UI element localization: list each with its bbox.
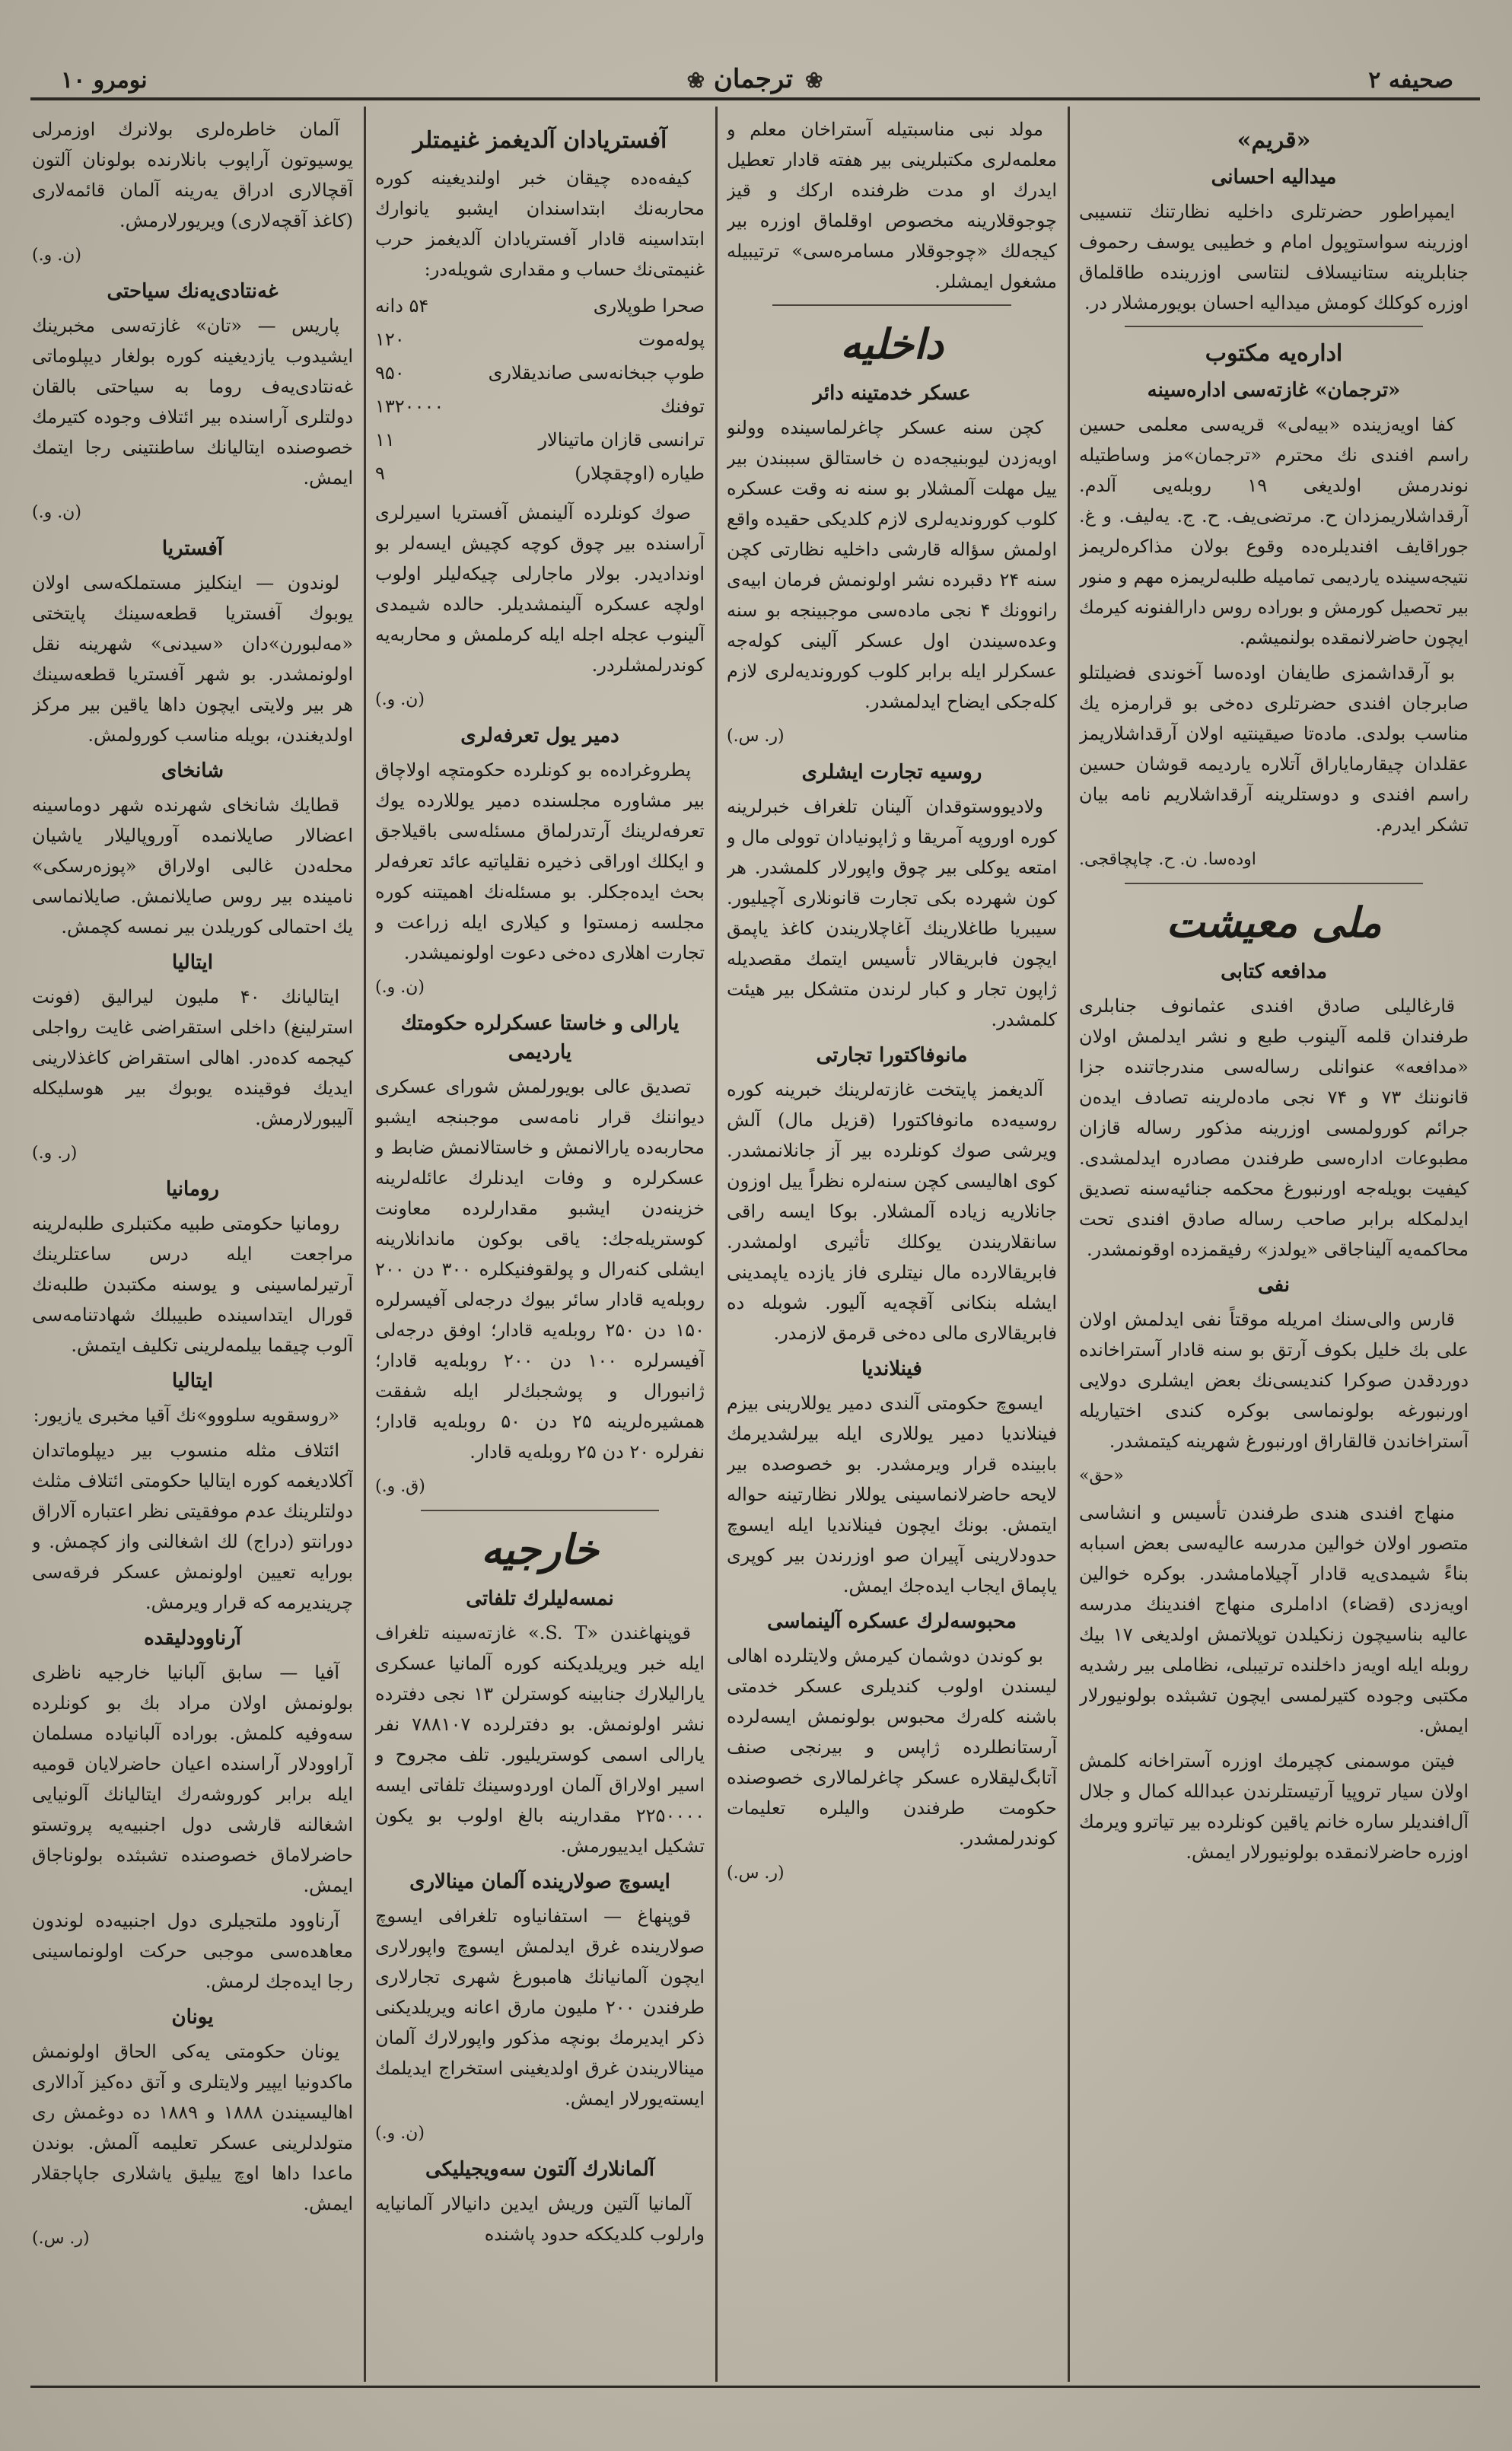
column-2 [727,114,1057,2378]
article-paragraph: آلمان خاطره‌لری بولانرك اوزمرلی یوسیوتون آراپوب بانلارنده بولونان آلتون آقچالاری ادراق یه‌رینه آلمان قائمه‌لاری (كاغذ آقچه‌لاری) ویریورلارمش. [32,119,353,231]
column-4 [32,114,353,2378]
article-paragraph: قارس والی‌سنك امریله موقتاً نفی ایدلمش اولان علی بك خلیل بكوف آرتق بو سنه قادار آستراخانده دوردقدن صوكرا كندیسی‌نك بعض ایشلری دولایی اورنبورغه بولونماسی بوكره كندی اختیاریله آستراخاندن قالقاراق اورنبورغ شهرینه كیتمشدر. [1079,1309,1469,1452]
subhead-german-losses: نمسه‌لیلرك تلفاتی [466,1587,614,1610]
signature: (ر. س.) [32,2229,90,2248]
spoils-row: صحرا طوپلاری ۵۴ دانه [375,295,705,317]
spoils-list [375,289,705,490]
subhead-italy-2: ایتالیا [172,1370,213,1393]
spoils-row: ترانسی قازان ماتینالار ۱۱ [375,429,705,450]
article-paragraph: آلمانیا آلتین وریش ایدین دانیالار آلمانیایه وارلوب كلدیككه حدود پاشنده [375,2193,705,2245]
subhead-albania: آرناوودلیقده [144,1627,241,1650]
article-paragraph: مولد نبی مناسبتیله آستراخان معلم و معلمه‌لری مكتبلرینی بیر هفته قادار تعطیل ایدرك او مدت ظرفنده ارکك و قیز چوجوقلارینه مخصوص اوقلماق اوزره بیر كیجه‌لك «چوجوقلار مسامره‌سی» ترتیبیله مشغول ایمشلر. [727,119,1057,292]
subhead-german-gold: آلمانلارك آلتون سه‌ویجیلیكی [425,2158,655,2181]
article-paragraph: پطروغراده‌ه بو كونلرده حكومتچه اولاچاق بیر مشاوره مجلسنده دمیر یوللارده یوك تعرفه‌لرینك آرتدرلماق مسئله‌سی باقیلاجق و ایكلك اوراقی ذخیره نقلیاتیه عائد تعرفه‌لر بحث ایده‌جكلر. بو مسئله‌نك اهمیتنه كوره مجلسه زمستوا و كیلاری ایله زراعت و تجارت اهلاری ده‌خی دعوت اولونمیشدر. [375,759,705,963]
article-paragraph: قوپنهاغ — استفانیاوه تلغرافی ایسوچ صولارینده غرق ایدلمش ایسوچ واپورلاری ایچون آلمانیانك هامبورغ شهری تجارلاری طرفندن ۲۰۰ ملیون مارق اعانه ویریلدیكنی ذكر ایدیرمك بونچه مذكور واپورلارك آلمان مینالاریندن غرق اولدیغینی استخراج ایدیلمك ایسته‌یورلار ایمش. [375,1905,705,2109]
article-paragraph: كچن سنه عسكر چاغرلماسینده وولنو اویه‌زدن لیوبنیجه‌ده ن خاستالق سببندن بیر ییل مهلت آلمشلار بو سنه نه وقت عسكره كلوب كوروندیه‌لری لازم كلدیكی حقیده واقع اولمش سؤاله قارشی داخلیه نظارتی كچن سنه ۲۴ دقبرده نشر اولونمش فرمان ابیه‌ی رانوونك ۴ نجی ماده‌سی موجبینجه بو سنه وعده‌سیندن اول عسكر آلینی كوله‌جه عسكرلر ایله برابر كلوب كوروندیه‌لری لازم كله‌جكی ایضاح ایدلمشدر. [727,417,1057,712]
signature: (ن. و.) [375,690,425,709]
article-paragraph: فیتن موسمنی كچیرمك اوزره آستراخانه كلمش اولان سیار تروپیا آرتیستلرندن عبدالله كمال و جلال آل‌افندیلر ساره خانم یاقین كونلرده بیر تیاترو ویرمك اوزره حاضرلانمقده بولونیورلار ایمش. [1079,1750,1469,1863]
signature: اوده‌سا. ن. ح. چاپچاقجی. [1079,850,1256,869]
section-header-milli-maishat: ملی معیشت [1166,898,1382,947]
subhead-romania: رومانیا [166,1178,219,1201]
article-paragraph: آلدیغمز پایتخت غازته‌لرینك خبرینه كوره روسیه‌ده مانوفاكتورا (قزیل مال) آلش ویرشی صوك كونلرده بیر آز جانلانمشدر. كوی اهالیسی كچن سنه‌لره نظراً ییل اوزون جانلاریه زیاده آلمشلار. بوكا ایسه راقی سانقلاریندن یوكلك تأثیری اولمشدر. فابریقالارده مال نیتلری فاز یازده یاپمدینی ایشله بنكانی آقچه‌یه آلیور. شوبله ده فابریقالاری مالی ده‌خی قرمق لازمدر. [727,1079,1057,1344]
article-paragraph: آفیا — سابق آلبانیا خارجیه ناظری بولونمش اولان مراد بك بو كونلرده سه‌وفیه كلمش. بوراده آلبانیاده مسلمان آراوودلار آراسنده اعیان حاضرلایان قومیه ایله برابر كوروشه‌رك ایتالیانك آلونیایی اشغالنه قارشی دول اجنبیه‌یه پروتستو حاضرلاماق خصوصنده تشبثده بولوناجاق ایمش. [32,1662,353,1896]
subhead-german-mines: ایسوچ صولارینده آلمان مینالاری [409,1870,670,1893]
divider [421,1510,659,1511]
subhead-letter-to: «ترجمان» غازته‌سی اداره‌سینه [1147,379,1401,402]
article-paragraph: لوندون — اینكلیز مستملكه‌سی اولان یوبوك آفستریا قطعه‌سینك پایتختی «مه‌لبورن»دان «سیدنی» شهرینه نقل اولونمشدر. بو شهر آفستریا قطعه‌سینك هر بیر ولایتی ایچون داها یاقین بیر مركز اولدیغندن، بویله مناسب كورولمش. [32,572,353,746]
column-3 [375,114,705,2378]
spoils-row: پوله‌موت ۱۲۰ [375,329,705,350]
article-paragraph: قارغالیلی صادق افندی عثمانوف جنابلری طرفندان قلمه آلینوب طبع و نشر ایدلمش اولان «مدافعه» عنوانلی رساله‌سی مندرجاتنده جزا قانوننك ۷۳ و ۷۴ نجی ماده‌لرینه تصادف ایده‌ن جرائم كورولمسی اوزرینه مذكور رساله قازان مطبوعات اداره‌سی طرفندن مصادره ایدلمشدی. كیفیت بویله‌جه اورنبورغ محكمه جنائیه‌سنه تصدیق ایدلمكله برابر صاحب رساله صادق افندی تحت محاكمه‌یه آلیناجاقی «یولدز» رفیقمزده اوقونمشدر. [1079,995,1469,1260]
ornament-icon: ❀ [804,68,823,93]
subhead-military-service: عسكر خدمتینه دائر [813,382,971,405]
subhead-italy: ایتالیا [172,951,213,974]
article-paragraph: «روسقویه سلووو»نك آقیا مخبری یازیور: [33,1405,339,1426]
page-number: صحیفه ۲ [1368,67,1453,94]
column-divider [1068,107,1070,2382]
article-paragraph: بو كوندن دوشمان كیرمش ولایتلرده اهالی لیسندن اولوب كندیلری عسكر خدمتی باشنه كله‌رك محبوس بولونمش ایسه‌لرده آرستانطلرده ژاپس و بیرنجی صنف آتابگ‌لیقلاره عسكر چاغرلمالاری خصوصنده حكومت طرفندن والیلره تعلیمات كوندرلمشدر. [727,1645,1057,1849]
article-paragraph: ایمپراطور حضرتلری داخلیه نظارتنك تنسیبی اوزرینه سواستوپول امام و خطیبی یوسف رحموف جنابلرینه ستانیسلاف لنتاسی اوزرینده طاقلماق اوزره كوكلك كومش میدالیه احسان بویورمشلار در. [1079,201,1469,314]
subhead-exile: نفی [1257,1274,1291,1297]
newspaper-title [654,64,852,94]
subhead-russian-trade: روسیه تجارت ایشلری [801,761,982,784]
article-paragraph: تصدیق عالی بویورلمش شورای عسكری دیواننك قرار نامه‌سی موجبنجه ایشبو محاربه‌ده یارالانمش و خاستالانمش ضابط و عسكرلره و وفات ایدنلرك عائله‌لرینه خزینه‌دن ایشبو مقدارلرده معاونت كوستریله‌جك: یاقی بوكون ماندانلارینه ایشلی كنه‌رال و پولقوفنیكلره ۳۰۰ دن ۲۰۰ روبله‌یه قادار سائر بیوك درجه‌لی آفیسرلره ۱۵۰ دن ۲۵۰ روبله‌یه قادار؛ اوفق درجه‌لی آفیسرلره ۱۰۰ دن ۲۰۰ روبله‌یه قادار؛ ژانبورال و پوشجبك‌لر ایله شفقت همشیره‌لرینه ۲۵ دن ۵۰ روبله‌یه قادار؛ نفرلره ۲۰ دن ۲۵ روبله‌یه قادار. [375,1076,705,1463]
headline-letter: اداره‌یه مکتوب [1205,340,1343,367]
signature: (ن. و.) [32,503,81,522]
article-paragraph: بو آرقداشمزی طایفان اوده‌سا آخوندی فضیلتلو صابرجان افندی حضرتلری ده‌خی بو قرارمزه یك مناسب بولدی. ماده‌تا صیقینتیه اولان آرقداشلاریمز عقلدان چیقارمایاراق آتلاره یاردیمه قوشان حسین راسم افندی و دوستلرینه آرقداشلاریم نامه بیان تشكر ایدرم. [1079,662,1469,836]
subhead-manufacture-trade: مانوفاكتورا تجارتی [816,1044,968,1067]
headline-qrim: «قریم» [1237,127,1311,154]
signature: (ن. و.) [375,2124,425,2143]
subhead-shanghai: شانخای [161,759,224,782]
bottom-rule [30,2386,1480,2388]
article-paragraph: ایتالیانك ۴۰ ملیون لیرالیق (فونت استرلینغ) داخلی استقراضی غایت رواجلی كیجمه كده‌در. اهالی استقراض كاغذلارینی ایدیك فوقینده یوبوك بیر هوسلیكله آلیبورلارمش. [32,986,353,1129]
signature: (ن. و.) [32,246,81,265]
signature: (ر. س.) [727,727,785,746]
subhead-gennadiev-trip: غه‌نتادی‌یه‌نك سیاحتی [107,280,279,303]
signature: (ن. و.) [375,978,425,997]
divider [1125,326,1423,327]
masthead-rule [30,97,1480,100]
article-paragraph: قوپنهاغندن «S. T.» غازته‌سینه تلغراف ایله خبر ویریلدیكنه كوره آلمانیا عسكری یارالیلارك جنابینه كوسترلن ۱۳ نجی دفترده نشر اولونمش. بو دفترلرده ۷۸۸۱۰۷ نفر یارالی اسمی كوستریلیور. تلف مجروح و اسیر اولاراق آلمان اوردوسینك تلفاتی ایسه ۲۲۵۰۰۰۰ مقدارینه بالغ اولوب بو یكون تشكیل ایدییورمش. [375,1622,705,1857]
article-paragraph: رومانیا حكومتی طبیه مكتبلری طلبه‌لرینه مراجعت ایله درس ساعتلرینك آرتیرلماسینی و یوسنه مكتبدن طلبه‌نك قورال ایتداسینده طبیبلك شهادتنامه‌سی آلوب چیقما بیلمه‌لرینی تكلیف ایتمش. [32,1213,353,1356]
article-paragraph: ائتلاف مثله منسوب بیر دیپلوماتدان آكلادیغمه كوره ایتالیا حكومتی ائتلاف مثلث دولتلرینك عدم موفقیتی نظر اعتباره آلاراق دورانتو (دراج) لك اشغالنی واز كچمش. و بورایه تعیین اولونمش عسكر فرقه‌سی چریندیرمه كه قرار ویرمش. [32,1440,353,1613]
article-paragraph: ولادیووستوقدان آلینان تلغراف خبرلرینه كوره اوروپه آمریقا و ژاپونیادان توولی مال و امتعه یوكلی بیر چوق واپورلار كلمشدر. هر كون شهرده بكی تجارت قانونلاری آچیلیور. سیبریا طاغلارینك آغاچلاریندن كاغذ یاپمق ایچون فابریقالار تأسیس ایتمك مقصدیله ژاپون تجار و كبار لرندن متشكل بیر هیئت كلمشدر. [727,796,1057,1030]
subhead-finland: فینلاندیا [861,1358,922,1380]
article-paragraph: یونان حكومتی یه‌كی الحاق اولونمش ماكدونیا ایپیر ولایتلری و آتق ده‌كیز آدالاری اهالیسیندن ۱۸۸۸ و ۱۸۸۹ ده دوغمش ری متولدلرینی عسكر تعلیمه آلمش. بوندن ماعدا داها اوچ ییلیق یاشلاری جاپاجقلار ایمش. [32,2041,353,2214]
subhead-medal: میدالیه احسانی [1211,166,1337,189]
article-paragraph: قطایك شانخای شهرنده شهر دوماسینه اعضالار صایلانمده آوروپالیلار یاشیان محله‌دن غالبی اولاراق «پوزه‌رسكی» نامینده بیر روس صایلانمش. صایلانماسی یك احتمالی كوریلدن بیر نمسه كچمش. [32,794,353,937]
signature: (ر. س.) [727,1864,785,1883]
issue-number: نومرو ۱۰ [61,67,148,94]
section-header-kharijiye: خارجیه [481,1525,599,1574]
subhead-railway-tariffs: دمیر یول تعرفه‌لری [460,724,619,747]
article-paragraph: پاریس — «تان» غازته‌سی مخبرینك ایشیدوب یازدیغینه كوره بولغار دیپلوماتی غه‌نتادی‌یه‌ف روما به سیاحتی بالقان دولتلری آراسنده بیر ائتلاف وجوده كتیرمك خصوصنده ایتالیانك ساطنتینی رجا ایتمك ایمش. [32,315,353,489]
subhead-defense-book: مدافعه كتابی [1221,960,1327,983]
column-1 [1079,114,1469,2378]
newspaper-title-text: ترجمان [713,64,794,94]
ornament-icon: ❀ [686,68,705,93]
subhead-prisoners-conscription: محبوسه‌لرك عسكره آلینماسی [767,1610,1017,1633]
subhead-australia: آفستریا [161,537,224,560]
spoils-row: طیاره (اوچقچلار) ۹ [375,463,705,484]
subhead-wounded-aid: یارالی و خاستا عسكرلره حكومتك یاردیمی [400,1012,680,1064]
divider [1125,883,1423,884]
article-paragraph: صوك كونلرده آلینمش آفستریا اسیرلری آراسنده بیر چوق كوچه كچیش ایسه‌لر بو اوندادیدر. بولار ماجارلی چیكه‌لیلر اولوب اولچه عسكره آلینمشدیلر. حالده شیمدی آلینوب عجله اجله ایله كرملمش و محاربه‌یه كوندرلمشلردر. [375,502,705,676]
headline-austria-spoils: آفستریادان آلدیغمز غنیمتلر [412,127,667,154]
signature: (ق. و.) [375,1477,425,1496]
masthead [30,53,1476,114]
article-paragraph: كیفه‌ه‌ده چیقان خبر اولندیغینه كوره محاربه‌نك ابتداسندان ایشبو یانوارك ابتداسینه قادار آفستریادان آلدیغمز حرب غنیمتی‌نك حساب و مقداری شویله‌در: [375,167,705,280]
article-paragraph: منهاج افندی هندی طرفندن تأسیس و انشاسی متصور اولان خوالین مدرسه عالیه‌سی بعض اسبابه بناءً شیمدی‌یه قادار آچیلامامشدر. بوكره خوالین اویه‌زدی (قضاء) اداملری منهاج افندینك مدرسه عالیه بناسیچون زنكیلدن توپلاتمش اولدیغی ۱۷ بیك روبله ایله اویه‌ز داخلنده ترتیبلی، نظاملی بیر رشدیه مكتبی وجوده كتیرلمسی ایچون تشبثده بولونیورلار ایمش. [1079,1502,1469,1736]
article-paragraph: ایسوچ حكومتی آلندی دمیر یوللارینی بیزم فینلاندیا دمیر یوللاری ایله بیرلشدیرمك بابینده قرار ویرمشدر. بو خصوصده بیر لایحه حاضرلانماسینی یوللار نظارتینه حواله ایتمش. بونك ایچون فینلاندیا ایله ایسوچ حدودلارینی آپیران صو اوزرندن بیر كوپری یاپماق ایجاب ایده‌جك ایمش. [727,1393,1057,1596]
signature: (ر. و.) [32,1144,78,1163]
divider [772,304,1011,306]
column-divider [364,107,366,2382]
signature: «حق» [1079,1466,1124,1485]
spoils-row: طوپ جبخانه‌سی صاندیقلاری ۹۵۰ [375,362,705,384]
spoils-row: توفنك ۱۳۲۰۰۰۰ [375,396,705,417]
column-divider [715,107,718,2382]
section-header-dakhiliye: داخلیه [840,320,944,368]
subhead-greece: یونان [171,2006,214,2029]
article-paragraph: آرناوود ملتجیلری دول اجنبیه‌ده لوندون معاهده‌سی موجبی حركت اولونماسینی رجا ایده‌جك لرمش. [32,1910,353,1992]
article-paragraph: كفا اویه‌زینده «بیه‌لی» قریه‌سی معلمی حسین راسم افندی نك محترم «ترجمان»مز وساطتیله نوندرمش اولدیغی ۱۹ روبله‌یی آلدم. آرقداشلاریمزدان ح. مرتضی‌یف. ح. ج. یه‌لیف. و غ. جوراقایف افندیلره‌ده وقوع بولان مذاكره‌لریمز نتیجه‌سینده یاردیمی تمامیله طلبه‌لریمزه مهم و منور بیر تحصیل كورمش و بوراده روس دارالفنونه كیرمك ایچون حاضرلانمقده بولنمیشم. [1079,414,1469,648]
